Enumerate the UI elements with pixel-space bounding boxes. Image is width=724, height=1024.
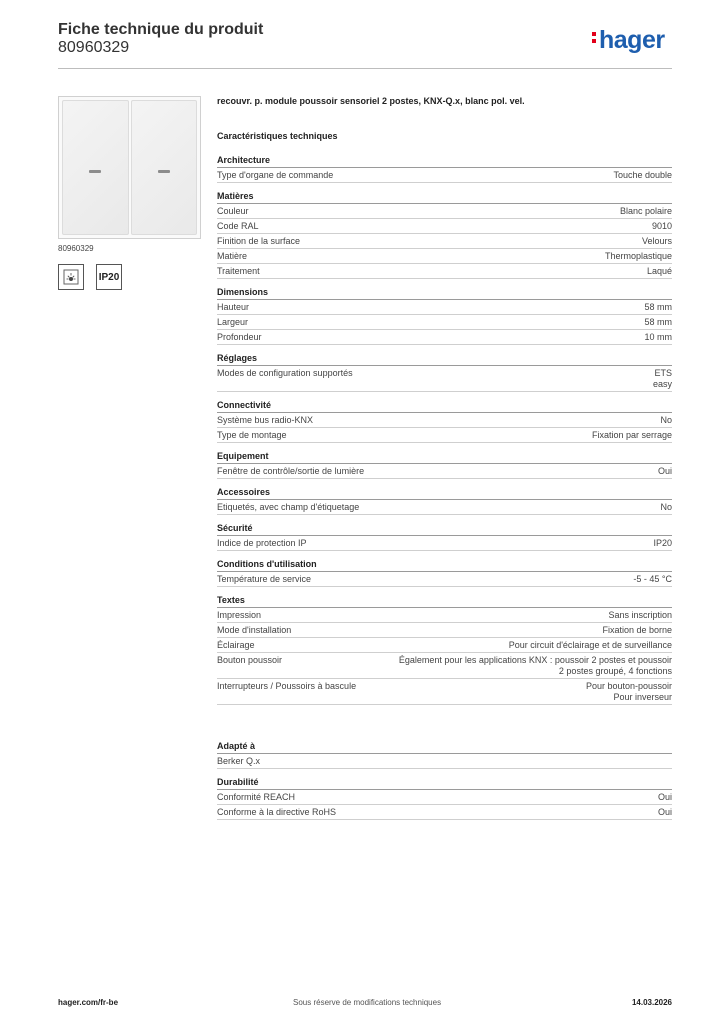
spec-value bbox=[658, 466, 672, 477]
footer-date: 14.03.2026 bbox=[631, 998, 672, 1007]
spec-value-line: Fixation par serrage bbox=[591, 430, 672, 440]
spec-value bbox=[620, 206, 672, 217]
footer-website: hager.com/fr-be bbox=[58, 998, 119, 1007]
spec-value bbox=[653, 538, 672, 549]
spec-row bbox=[217, 234, 672, 249]
spec-label: Couleur bbox=[217, 206, 249, 216]
section-title: Conditions d'utilisation bbox=[217, 559, 672, 572]
spec-row bbox=[217, 204, 672, 219]
spec-value bbox=[647, 266, 672, 277]
spec-label: Conforme à la directive RoHS bbox=[217, 807, 337, 817]
spec-section bbox=[217, 191, 672, 279]
spec-row bbox=[217, 168, 672, 183]
section-title: Accessoires bbox=[217, 487, 672, 500]
spec-value-line: Velours bbox=[641, 236, 672, 246]
section-title: Sécurité bbox=[217, 523, 672, 536]
spec-label: Mode d'installation bbox=[217, 625, 292, 635]
spec-row bbox=[217, 219, 672, 234]
spec-label: Système bus radio-KNX bbox=[217, 415, 314, 425]
footer-disclaimer: Sous réserve de modifications techniques bbox=[293, 998, 442, 1007]
spec-section bbox=[217, 595, 672, 705]
spec-label: Interrupteurs / Poussoirs à bascule bbox=[217, 681, 357, 691]
spec-value-line: 10 mm bbox=[644, 332, 672, 342]
spec-value bbox=[652, 221, 672, 232]
section-title: Dimensions bbox=[217, 287, 672, 300]
spec-value-line: ETS bbox=[654, 368, 672, 378]
tech-characteristics-title: Caractéristiques techniques bbox=[217, 131, 338, 141]
spec-row bbox=[217, 428, 672, 443]
spec-value bbox=[660, 415, 672, 426]
spec-row bbox=[217, 315, 672, 330]
spec-label: Conformité REACH bbox=[217, 792, 296, 802]
spec-value-line: Laqué bbox=[646, 266, 672, 276]
spec-row bbox=[217, 249, 672, 264]
spec-value-line: Sans inscription bbox=[608, 610, 672, 620]
spec-label: Code RAL bbox=[217, 221, 259, 231]
spec-value bbox=[613, 170, 672, 181]
spec-section bbox=[217, 155, 672, 183]
led-window-right bbox=[158, 170, 170, 173]
spec-value bbox=[586, 681, 672, 703]
spec-value-line: Thermoplastique bbox=[604, 251, 672, 261]
spec-value-line: No bbox=[660, 502, 672, 512]
spec-value-line: Fixation de borne bbox=[602, 625, 672, 635]
spec-value bbox=[509, 640, 672, 651]
section-title: Architecture bbox=[217, 155, 672, 168]
spec-row bbox=[217, 638, 672, 653]
spec-row bbox=[217, 500, 672, 515]
product-description: recouvr. p. module poussoir sensoriel 2 postes, KNX-Q.x, blanc pol. vel. bbox=[217, 96, 525, 106]
section-title: Textes bbox=[217, 595, 672, 608]
spec-sections bbox=[217, 155, 672, 820]
spec-row bbox=[217, 464, 672, 479]
spec-label: Matière bbox=[217, 251, 248, 261]
spec-row bbox=[217, 366, 672, 392]
spec-section bbox=[217, 741, 672, 769]
spec-label: Bouton poussoir bbox=[217, 655, 283, 665]
spec-label: Finition de la surface bbox=[217, 236, 301, 246]
image-caption: 80960329 bbox=[58, 244, 94, 253]
spec-value-line: Pour circuit d'éclairage et de surveillance bbox=[508, 640, 672, 650]
spec-value-line: Blanc polaire bbox=[619, 206, 672, 216]
spec-row bbox=[217, 679, 672, 705]
spec-value bbox=[642, 236, 672, 247]
spec-row bbox=[217, 413, 672, 428]
spec-value-line: Touche double bbox=[613, 170, 672, 180]
spec-label: Éclairage bbox=[217, 640, 255, 650]
spec-section bbox=[217, 353, 672, 392]
spec-label: Type de montage bbox=[217, 430, 287, 440]
spec-value-line: Oui bbox=[657, 807, 672, 817]
spec-value bbox=[653, 368, 672, 390]
page-title: Fiche technique du produit bbox=[58, 21, 264, 38]
section-title: Réglages bbox=[217, 353, 672, 366]
spec-section bbox=[217, 400, 672, 443]
spec-value-line: Oui bbox=[657, 466, 672, 476]
spec-label: Berker Q.x bbox=[217, 756, 261, 766]
spec-row bbox=[217, 623, 672, 638]
spec-value bbox=[602, 625, 672, 636]
spec-value-line: -5 - 45 °C bbox=[633, 574, 672, 584]
spec-label: Etiquetés, avec champ d'étiquetage bbox=[217, 502, 360, 512]
spec-section bbox=[217, 287, 672, 345]
ip-rating-badge: IP20 bbox=[96, 264, 122, 290]
section-title: Adapté à bbox=[217, 741, 672, 754]
spec-value-line: Pour inverseur bbox=[613, 692, 672, 702]
spec-value-line: 58 mm bbox=[644, 302, 672, 312]
section-title: Matières bbox=[217, 191, 672, 204]
spec-value-line: 2 postes groupé, 4 fonctions bbox=[558, 666, 672, 676]
led-window-left bbox=[89, 170, 101, 173]
spec-label: Type d'organe de commande bbox=[217, 170, 334, 180]
spec-value-line: No bbox=[660, 415, 672, 425]
section-title: Equipement bbox=[217, 451, 672, 464]
spec-label: Impression bbox=[217, 610, 262, 620]
spec-label: Température de service bbox=[217, 574, 312, 584]
spec-label: Indice de protection IP bbox=[217, 538, 307, 548]
spec-value bbox=[644, 302, 672, 313]
section-title: Durabilité bbox=[217, 777, 672, 790]
spec-value bbox=[608, 610, 672, 621]
spec-section bbox=[217, 559, 672, 587]
logo-dots-icon bbox=[592, 29, 597, 46]
spec-row bbox=[217, 264, 672, 279]
spec-row bbox=[217, 754, 672, 769]
spec-value bbox=[633, 574, 672, 585]
spec-content bbox=[217, 96, 672, 820]
spec-value bbox=[592, 430, 672, 441]
spec-row bbox=[217, 300, 672, 315]
spec-value-line: 58 mm bbox=[644, 317, 672, 327]
spec-value-line: Également pour les applications KNX : poussoir 2 postes et poussoir bbox=[398, 655, 672, 665]
spec-section bbox=[217, 523, 672, 551]
light-sun-icon-svg bbox=[62, 268, 80, 286]
spec-row bbox=[217, 330, 672, 345]
spec-value-line: Oui bbox=[657, 792, 672, 802]
spec-row bbox=[217, 572, 672, 587]
spec-label: Modes de configuration supportés bbox=[217, 368, 353, 378]
section-title: Connectivité bbox=[217, 400, 672, 413]
light-sun-icon bbox=[58, 264, 84, 290]
spec-section bbox=[217, 777, 672, 820]
spec-value-line: 9010 bbox=[651, 221, 672, 231]
spec-label: Fenêtre de contrôle/sortie de lumière bbox=[217, 466, 365, 476]
spec-section bbox=[217, 451, 672, 479]
spec-label: Hauteur bbox=[217, 302, 250, 312]
hager-logo bbox=[592, 26, 665, 55]
spec-row bbox=[217, 653, 672, 679]
spec-label: Profondeur bbox=[217, 332, 262, 342]
rocker-right bbox=[131, 100, 198, 235]
spec-value-line: IP20 bbox=[653, 538, 672, 548]
spec-row bbox=[217, 805, 672, 820]
spec-value bbox=[658, 807, 672, 818]
spec-label: Largeur bbox=[217, 317, 249, 327]
spec-value-line: Pour bouton-poussoir bbox=[585, 681, 672, 691]
spec-value bbox=[660, 502, 672, 513]
rocker-left bbox=[62, 100, 129, 235]
logo-text: hager bbox=[599, 26, 665, 54]
spec-row bbox=[217, 790, 672, 805]
spec-value-line: easy bbox=[652, 379, 672, 389]
spec-value bbox=[658, 792, 672, 803]
spec-value bbox=[644, 332, 672, 343]
spec-value bbox=[399, 655, 672, 677]
product-reference: 80960329 bbox=[58, 39, 130, 56]
spec-label: Traitement bbox=[217, 266, 260, 276]
spec-row bbox=[217, 536, 672, 551]
spec-row bbox=[217, 608, 672, 623]
spec-section bbox=[217, 487, 672, 515]
spec-value bbox=[644, 317, 672, 328]
product-image bbox=[58, 96, 201, 239]
spec-value bbox=[605, 251, 672, 262]
header-divider bbox=[58, 68, 672, 69]
